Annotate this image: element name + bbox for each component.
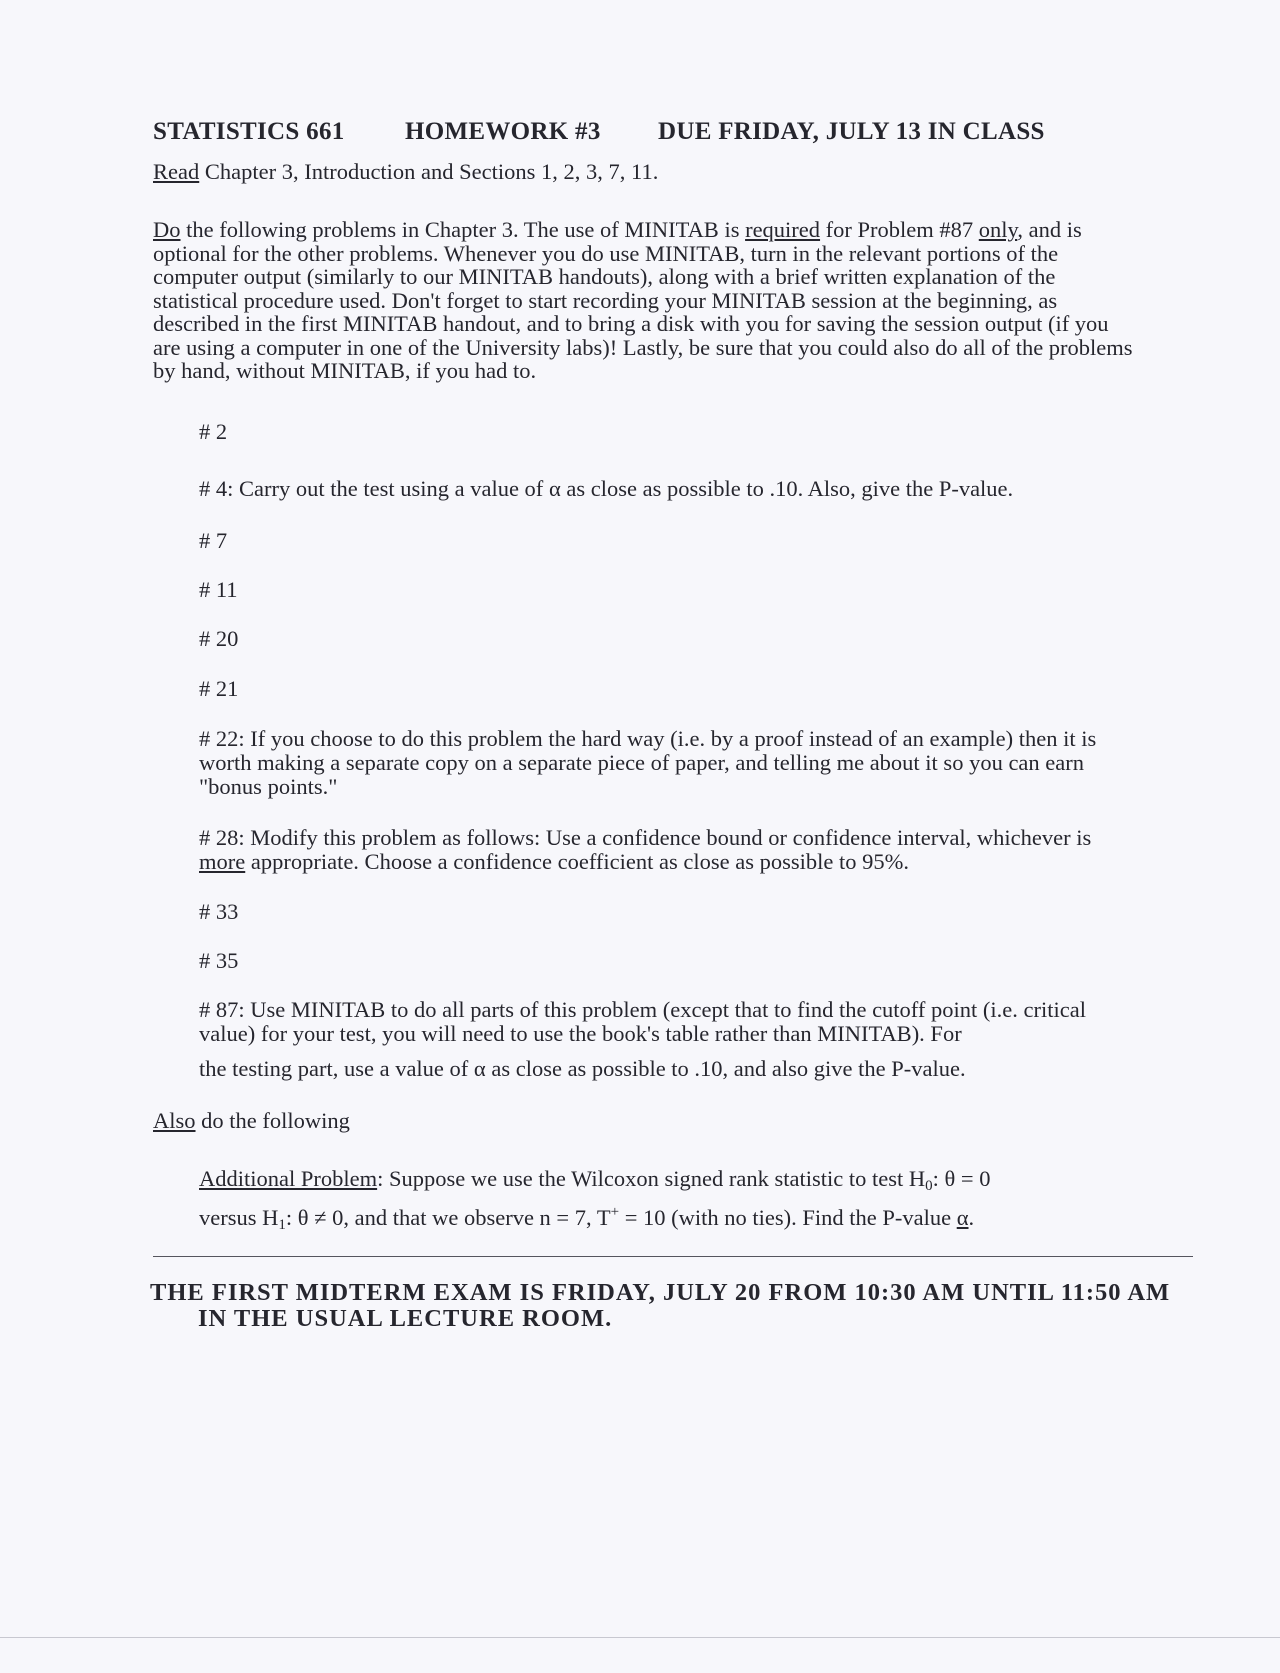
instructions-text-1: the following problems in Chapter 3. The use of MINITAB is xyxy=(180,217,746,242)
subscript-0: 0 xyxy=(925,1178,933,1194)
problem-7: # 7 xyxy=(199,528,228,553)
additional-text-2c: = 10 (with no ties). Find the P-value xyxy=(619,1205,957,1230)
required-word: required xyxy=(745,217,821,242)
due-date: DUE FRIDAY, JULY 13 IN CLASS xyxy=(658,118,1045,145)
additional-colon: : xyxy=(377,1166,390,1191)
alpha-symbol: α xyxy=(548,476,561,501)
alpha-symbol: α xyxy=(473,1056,486,1081)
more-word: more xyxy=(199,849,246,874)
instructions-text-3: , and is optional for the other problems. Whenever you do use MINITAB, turn in the relevant portions of the computer output (similarly to our MINITAB handouts), along with a brief written explanation of the statistical procedure used. Don't forget to start recording your MINITAB session at the beginning, as described in the first MINITAB handout, and to bring a disk with you for saving the session output (if you are using a computer in one of the University labs)! Lastly, be sure that you could also do all of the problems by hand, without MINITAB, if you had to. xyxy=(153,217,1133,383)
instructions-paragraph xyxy=(153,218,1133,383)
alpha-symbol: α xyxy=(956,1205,969,1230)
midterm-notice-line-2: IN THE USUAL LECTURE ROOM. xyxy=(198,1305,613,1332)
problem-33: # 33 xyxy=(199,899,239,924)
problem-20: # 20 xyxy=(199,626,239,651)
also-label: Also xyxy=(153,1108,196,1133)
midterm-notice xyxy=(150,1280,1230,1332)
also-text: do the following xyxy=(195,1108,350,1133)
problem-4-text-b: as close as possible to .10. Also, give the P-value. xyxy=(560,476,1014,501)
problem-87-text-b1: the testing part, use a value of xyxy=(199,1056,474,1081)
problem-2: # 2 xyxy=(199,419,228,444)
additional-problem-line-1 xyxy=(199,1166,1139,1194)
subscript-1: 1 xyxy=(278,1217,286,1233)
problem-28-text-a: # 28: Modify this problem as follows: Use a confidence bound or confidence interval, whichever is xyxy=(199,825,1092,850)
read-text: Chapter 3, Introduction and Sections 1, 2, 3, 7, 11. xyxy=(199,159,659,184)
problem-21: # 21 xyxy=(199,676,239,701)
divider-line xyxy=(153,1256,1193,1257)
period: . xyxy=(968,1205,975,1230)
additional-text-1: Suppose we use the Wilcoxon signed rank statistic to test H xyxy=(389,1166,926,1191)
course-title: STATISTICS 661 xyxy=(153,118,345,145)
problem-28 xyxy=(199,826,1139,874)
problem-87-continued xyxy=(199,1057,1139,1081)
also-line xyxy=(153,1109,1133,1133)
do-label: Do xyxy=(153,217,181,242)
problem-4 xyxy=(199,477,1139,501)
assignment-title: HOMEWORK #3 xyxy=(405,118,601,145)
only-word: only xyxy=(978,217,1018,242)
superscript-plus: + xyxy=(610,1204,620,1220)
problem-11: # 11 xyxy=(199,577,238,602)
additional-text-1b: : θ = 0 xyxy=(932,1166,991,1191)
problem-22: # 22: If you choose to do this problem the hard way (i.e. by a proof instead of an example) then it is worth making a separate copy on a separate piece of paper, and telling me about it so you can earn "bonus points." xyxy=(199,726,1097,799)
instructions-text-2: for Problem #87 xyxy=(820,217,979,242)
additional-problem-line-2 xyxy=(199,1204,1139,1233)
additional-text-2a: versus H xyxy=(199,1205,279,1230)
problem-87: # 87: Use MINITAB to do all parts of this problem (except that to find the cutoff point (i.e. critical value) for your test, you will need to use the book's table rather than MINITAB). For xyxy=(199,997,1086,1046)
problem-35: # 35 xyxy=(199,948,239,973)
midterm-notice-line-1: THE FIRST MIDTERM EXAM IS FRIDAY, JULY 20 FROM 10:30 AM UNTIL 11:50 AM xyxy=(150,1279,1171,1306)
read-label: Read xyxy=(153,159,200,184)
additional-problem-label: Additional Problem xyxy=(199,1166,378,1191)
scan-edge-line xyxy=(0,1637,1280,1638)
additional-text-2b: : θ ≠ 0, and that we observe n = 7, T xyxy=(285,1205,611,1230)
problem-87-text-b2: as close as possible to .10, and also give the P-value. xyxy=(485,1056,966,1081)
problem-4-text-a: # 4: Carry out the test using a value of xyxy=(199,476,549,501)
reading-assignment xyxy=(153,160,1133,184)
problem-28-text-b: appropriate. Choose a confidence coefficient as close as possible to 95%. xyxy=(245,849,909,874)
